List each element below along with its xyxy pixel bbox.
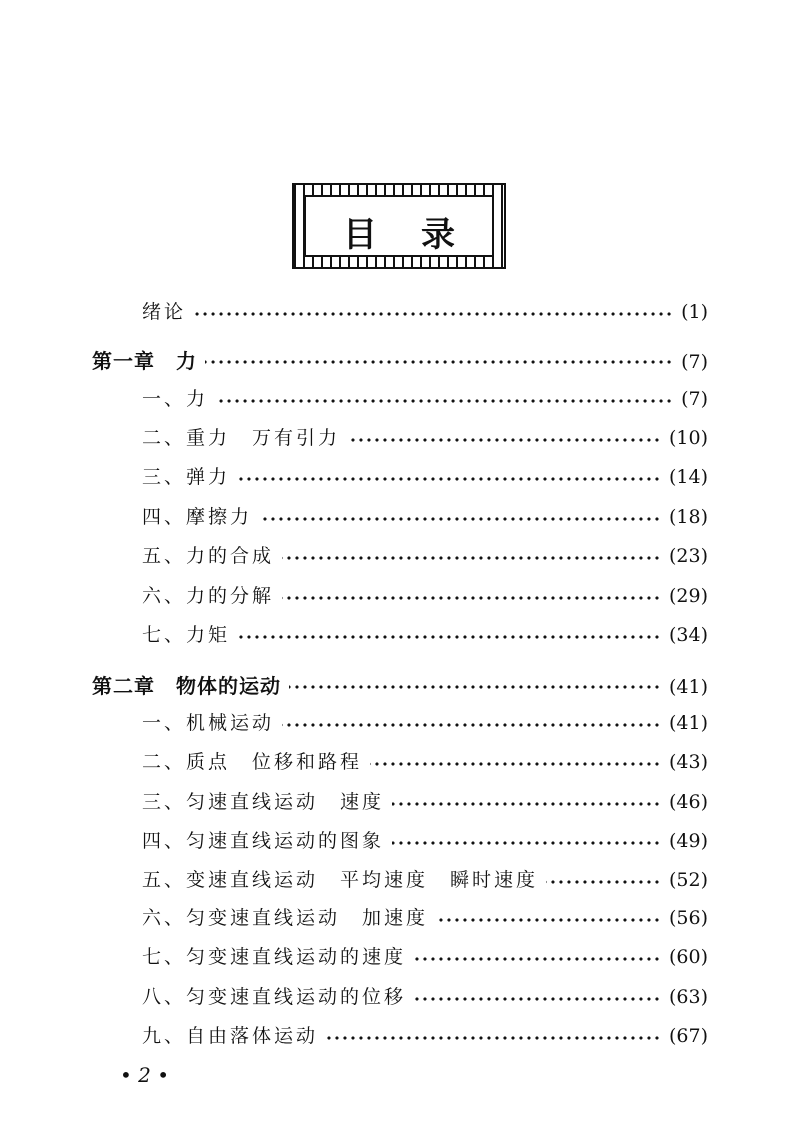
entry-label: 一、机械运动 [142,712,275,734]
toc-entry[interactable] [142,903,708,933]
dot-leader [392,802,661,806]
entry-page: (60) [668,946,708,968]
dot-leader [370,762,661,766]
entry-page: (34) [668,624,708,646]
dot-leader [289,685,661,689]
dot-leader [392,841,661,845]
toc-entry-intro[interactable] [142,297,708,327]
dot-leader [216,399,673,403]
toc-entry[interactable] [142,581,708,611]
toc-entry[interactable] [142,865,708,895]
dot-leader [348,438,661,442]
dot-leader [282,723,661,727]
dot-leader [194,312,673,316]
entry-label: 五、变速直线运动 平均速度 瞬时速度 [142,869,539,891]
toc-entry[interactable] [142,423,708,453]
entry-page: (18) [668,506,708,528]
entry-page: (1) [681,301,708,323]
toc-entry[interactable] [142,1021,708,1051]
dot-leader [282,596,661,600]
toc-entry[interactable] [142,982,708,1012]
entry-label: 第二章 物体的运动 [92,674,281,698]
entry-label: 三、匀速直线运动 速度 [142,791,385,813]
entry-label: 一、力 [142,388,209,410]
entry-page: (49) [668,830,708,852]
entry-label: 四、摩擦力 [142,506,253,528]
dot-leader [414,997,661,1001]
entry-label: 七、匀变速直线运动的速度 [142,946,407,968]
toc-entry[interactable] [142,747,708,777]
entry-page: (41) [668,712,708,734]
entry-label: 六、匀变速直线运动 加速度 [142,907,429,929]
entry-page: (29) [668,585,708,607]
title-frame [292,183,506,269]
entry-label: 绪论 [142,301,187,323]
dot-leader [238,635,661,639]
dot-leader [546,880,661,884]
entry-page: (43) [668,751,708,773]
entry-label: 五、力的合成 [142,545,275,567]
entry-label: 七、力矩 [142,624,231,646]
entry-page: (46) [668,791,708,813]
page-number: • 2 • [120,1063,170,1087]
entry-page: (56) [668,907,708,929]
entry-page: (14) [668,466,708,488]
dot-leader [260,517,661,521]
entry-page: (41) [668,676,708,698]
toc-entry[interactable] [142,502,708,532]
toc-entry[interactable] [142,708,708,738]
entry-page: (23) [668,545,708,567]
entry-label: 二、质点 位移和路程 [142,751,363,773]
toc-entry[interactable] [142,620,708,650]
dot-leader [414,957,661,961]
entry-page: (52) [668,869,708,891]
entry-label: 三、弹力 [142,466,231,488]
toc-entry-chapter-2[interactable] [92,670,708,700]
entry-label: 二、重力 万有引力 [142,427,341,449]
entry-label: 九、自由落体运动 [142,1025,319,1047]
dot-leader [282,556,661,560]
toc-entry[interactable] [142,826,708,856]
entry-page: (67) [668,1025,708,1047]
page-title: 目录 [343,215,499,255]
entry-page: (63) [668,986,708,1008]
dot-leader [205,360,673,364]
toc-entry[interactable] [142,787,708,817]
dot-leader [326,1036,661,1040]
toc-entry[interactable] [142,384,708,414]
toc-entry-chapter-1[interactable] [92,345,708,375]
entry-label: 六、力的分解 [142,585,275,607]
dot-leader [238,477,661,481]
toc-entry[interactable] [142,462,708,492]
entry-page: (7) [681,351,708,373]
toc-entry[interactable] [142,942,708,972]
entry-label: 第一章 力 [92,349,197,373]
entry-page: (7) [681,388,708,410]
entry-page: (10) [668,427,708,449]
entry-label: 八、匀变速直线运动的位移 [142,986,407,1008]
entry-label: 四、匀速直线运动的图象 [142,830,385,852]
dot-leader [436,918,661,922]
toc-entry[interactable] [142,541,708,571]
